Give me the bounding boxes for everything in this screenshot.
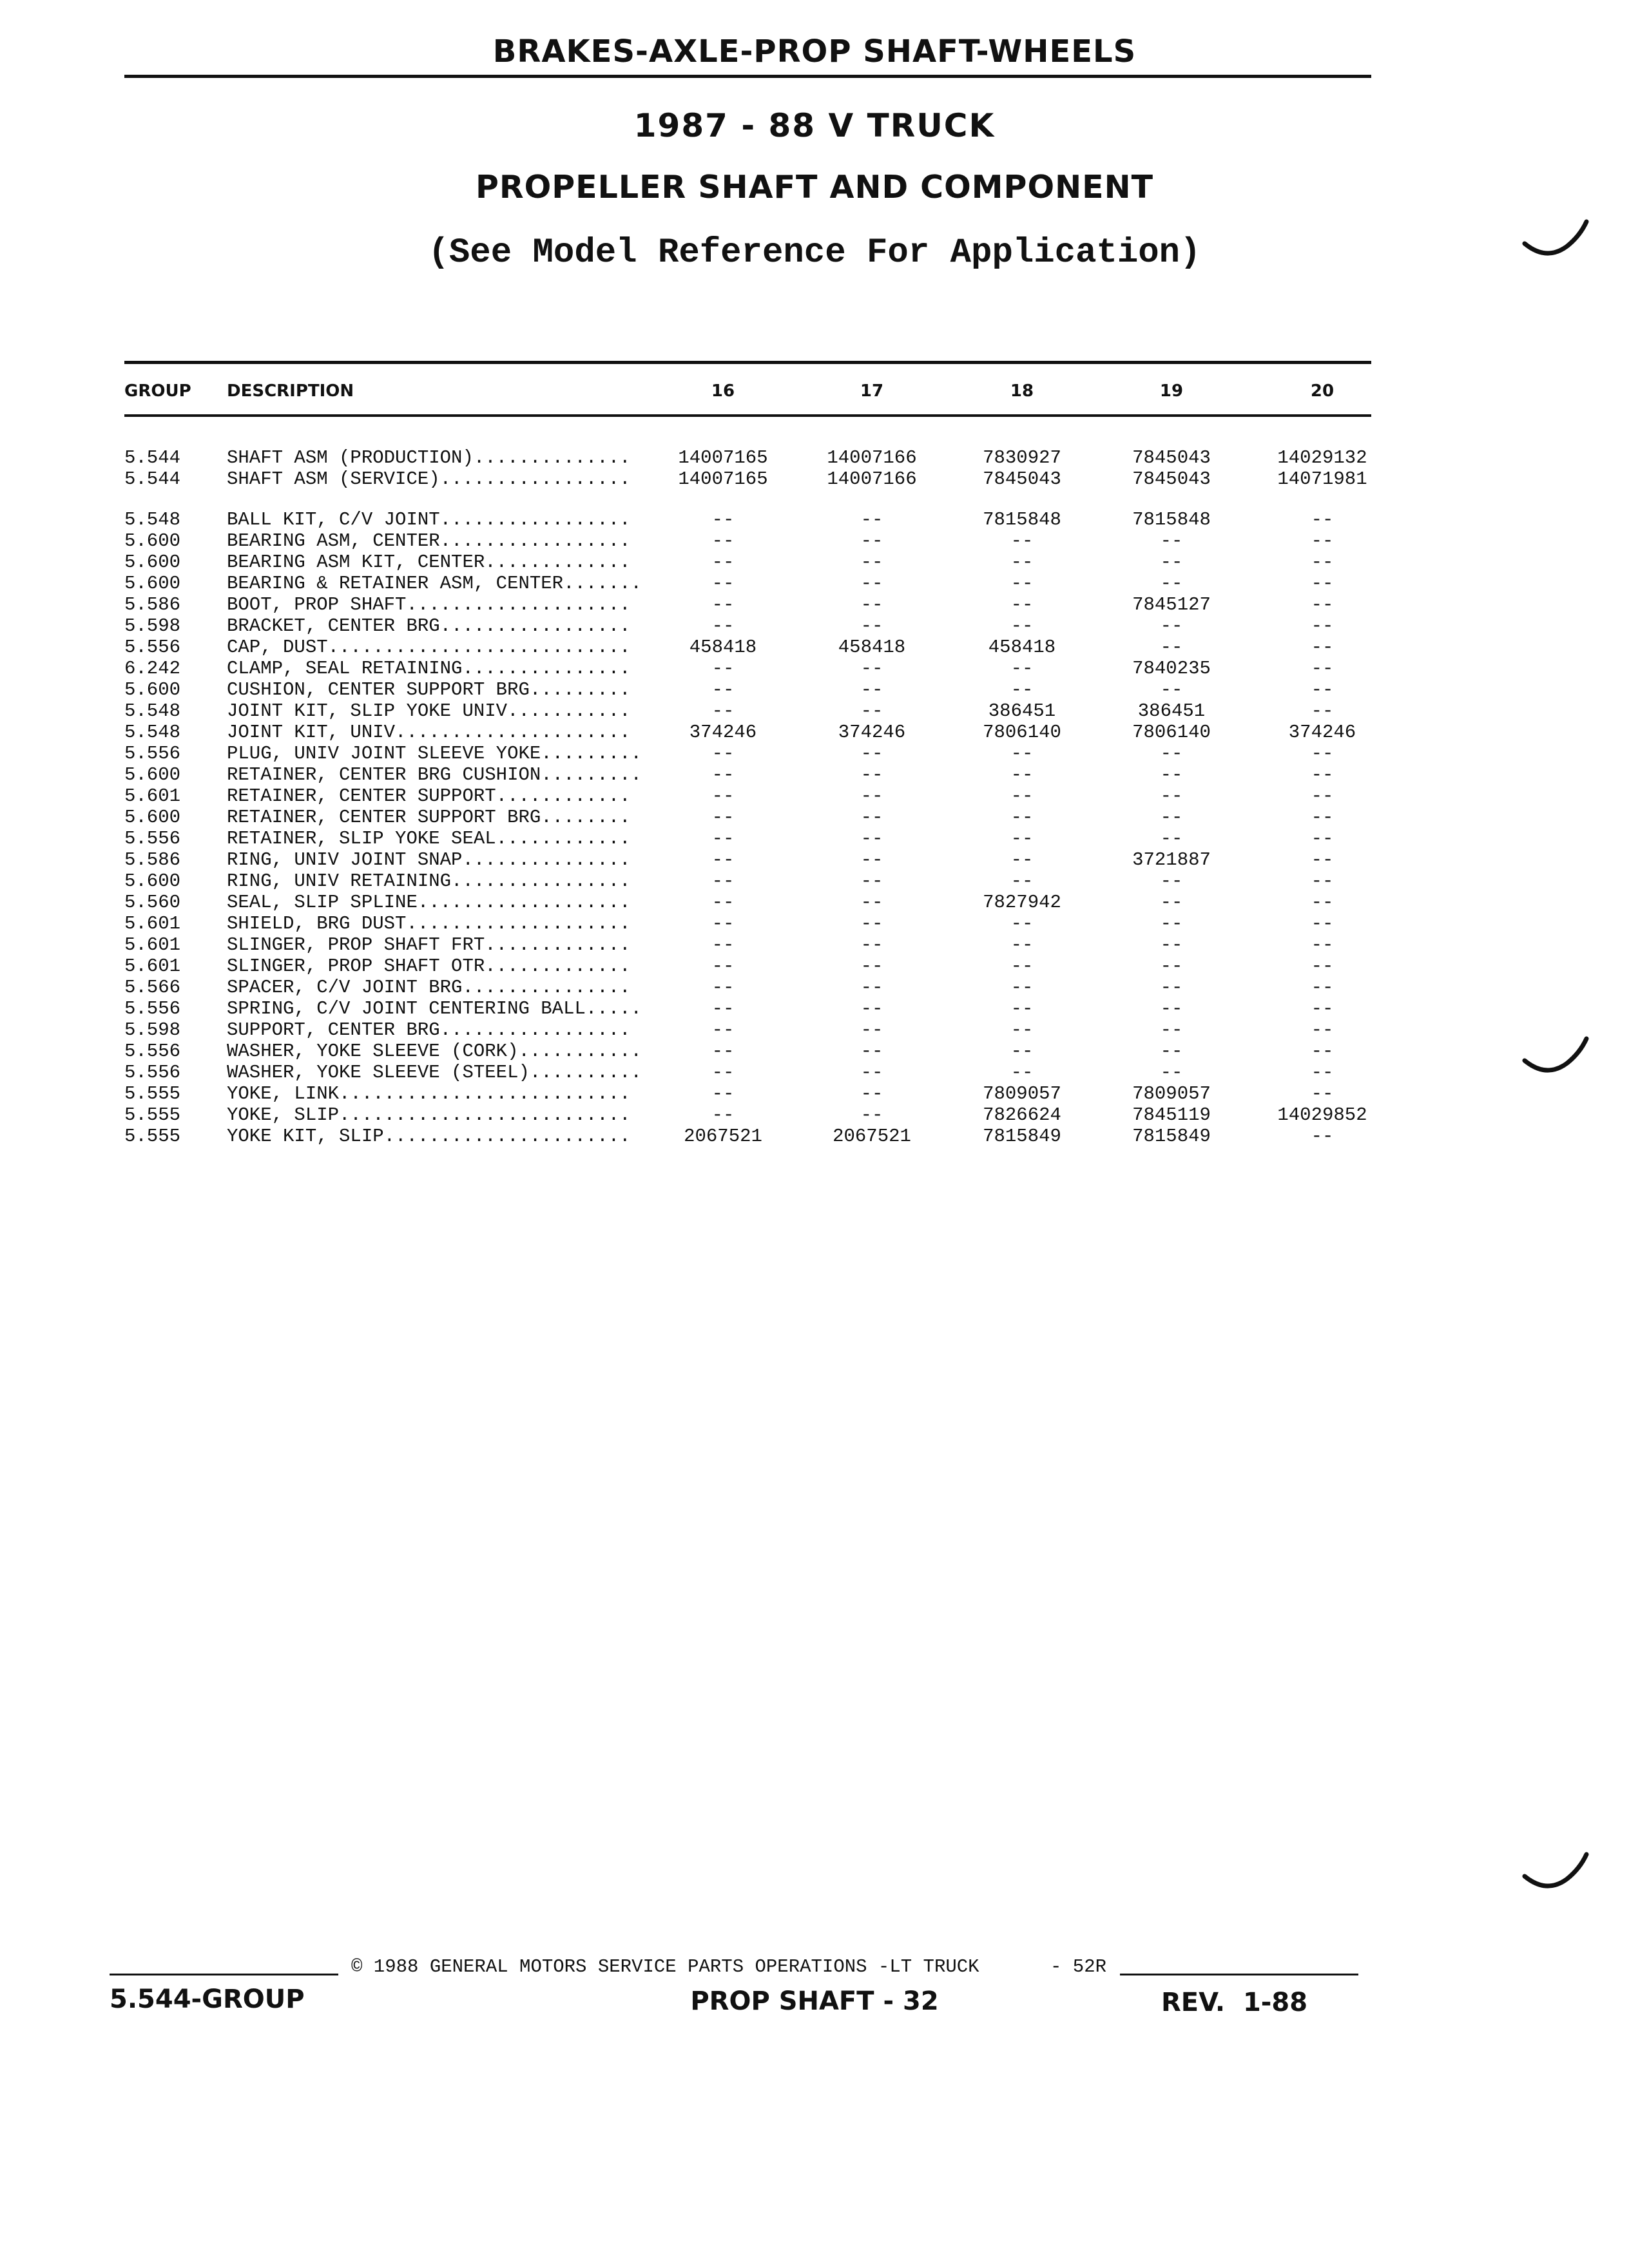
cell-c18: --: [1010, 743, 1034, 764]
column-header-17: 17: [860, 381, 884, 401]
cell-description: WASHER, YOKE SLEEVE (CORK)...........: [227, 1041, 642, 1062]
table-row: [0, 447, 1629, 468]
cell-c18: 7815849: [983, 1126, 1061, 1147]
cell-c16: 458418: [689, 637, 757, 658]
table-row: [0, 1126, 1629, 1147]
cell-c18: --: [1010, 870, 1034, 892]
cell-c16: --: [711, 1083, 735, 1104]
cell-group: 5.548: [124, 722, 181, 743]
model-year-heading: 1987 - 88 V TRUCK: [633, 107, 996, 144]
table-row: [0, 892, 1629, 913]
cell-c19: --: [1160, 828, 1183, 849]
cell-c17: --: [860, 573, 883, 594]
cell-c18: --: [1010, 764, 1034, 785]
cell-description: SPRING, C/V JOINT CENTERING BALL.....: [227, 998, 642, 1019]
cell-c20: --: [1311, 1062, 1334, 1083]
cell-c20: --: [1311, 615, 1334, 637]
cell-description: SEAL, SLIP SPLINE...................: [227, 892, 631, 913]
cell-c20: --: [1311, 1126, 1334, 1147]
cell-description: YOKE KIT, SLIP......................: [227, 1126, 631, 1147]
table-row: [0, 1104, 1629, 1126]
cell-c16: --: [711, 573, 735, 594]
cell-c19: --: [1160, 573, 1183, 594]
cell-c16: --: [711, 977, 735, 998]
cell-c16: --: [711, 807, 735, 828]
header-rule: [124, 75, 1371, 78]
column-header-16: 16: [711, 381, 735, 401]
cell-c16: --: [711, 785, 735, 807]
cell-c19: --: [1160, 1041, 1183, 1062]
cell-group: 5.586: [124, 849, 181, 870]
cell-description: CAP, DUST...........................: [227, 637, 631, 658]
cell-description: SHAFT ASM (PRODUCTION)..............: [227, 447, 631, 468]
table-row: [0, 700, 1629, 722]
cell-c18: --: [1010, 934, 1034, 956]
column-header-18: 18: [1010, 381, 1034, 401]
cell-group: 5.556: [124, 637, 181, 658]
cell-group: 5.598: [124, 615, 181, 637]
cell-c16: --: [711, 892, 735, 913]
cell-c17: --: [860, 998, 883, 1019]
cell-c18: --: [1010, 594, 1034, 615]
cell-group: 5.548: [124, 700, 181, 722]
cell-c19: --: [1160, 530, 1183, 552]
cell-description: BALL KIT, C/V JOINT.................: [227, 509, 631, 530]
table-row: [0, 658, 1629, 679]
check-mark-3: [1521, 1850, 1592, 1896]
cell-c18: --: [1010, 977, 1034, 998]
cell-c18: --: [1010, 956, 1034, 977]
cell-group: 5.556: [124, 828, 181, 849]
cell-c18: --: [1010, 1041, 1034, 1062]
cell-c17: --: [860, 530, 883, 552]
cell-c20: --: [1311, 934, 1334, 956]
cell-c19: --: [1160, 892, 1183, 913]
cell-c17: --: [860, 615, 883, 637]
cell-c19: --: [1160, 743, 1183, 764]
cell-c16: --: [711, 1041, 735, 1062]
cell-c19: 7845127: [1132, 594, 1211, 615]
cell-c19: --: [1160, 998, 1183, 1019]
table-row: [0, 743, 1629, 764]
cell-c19: --: [1160, 870, 1183, 892]
cell-group: 5.560: [124, 892, 181, 913]
cell-c20: --: [1311, 1019, 1334, 1041]
cell-description: SHIELD, BRG DUST....................: [227, 913, 631, 934]
cell-c16: --: [711, 530, 735, 552]
cell-group: 5.598: [124, 1019, 181, 1041]
cell-c17: --: [860, 849, 883, 870]
cell-group: 5.600: [124, 573, 181, 594]
table-row: [0, 509, 1629, 530]
cell-c19: --: [1160, 785, 1183, 807]
cell-description: JOINT KIT, UNIV.....................: [227, 722, 631, 743]
cell-c16: --: [711, 679, 735, 700]
footer-rule-left: [110, 1974, 338, 1975]
cell-c18: --: [1010, 913, 1034, 934]
cell-group: 5.544: [124, 447, 181, 468]
cell-c19: --: [1160, 913, 1183, 934]
cell-c20: --: [1311, 658, 1334, 679]
cell-group: 5.600: [124, 530, 181, 552]
cell-c16: 2067521: [684, 1126, 762, 1147]
cell-c20: --: [1311, 700, 1334, 722]
cell-c17: --: [860, 700, 883, 722]
cell-c18: --: [1010, 785, 1034, 807]
cell-c19: --: [1160, 764, 1183, 785]
page-title: BRAKES-AXLE-PROP SHAFT-WHEELS: [492, 34, 1137, 70]
cell-c20: --: [1311, 637, 1334, 658]
cell-c18: 7815848: [983, 509, 1061, 530]
cell-c19: 7809057: [1132, 1083, 1211, 1104]
cell-group: 5.556: [124, 1041, 181, 1062]
footer-revision: REV. 1-88: [1161, 1988, 1308, 2017]
cell-c20: --: [1311, 849, 1334, 870]
cell-c18: --: [1010, 658, 1034, 679]
cell-c17: 2067521: [833, 1126, 911, 1147]
table-row: [0, 998, 1629, 1019]
cell-c17: --: [860, 956, 883, 977]
table-row: [0, 807, 1629, 828]
cell-group: 5.555: [124, 1083, 181, 1104]
table-row: [0, 468, 1629, 490]
cell-description: RETAINER, CENTER SUPPORT............: [227, 785, 631, 807]
cell-c17: --: [860, 743, 883, 764]
check-mark-2: [1521, 1035, 1592, 1080]
table-row: [0, 1041, 1629, 1062]
cell-description: RING, UNIV JOINT SNAP...............: [227, 849, 631, 870]
cell-c18: 7809057: [983, 1083, 1061, 1104]
cell-c16: --: [711, 552, 735, 573]
cell-description: RETAINER, CENTER BRG CUSHION.........: [227, 764, 642, 785]
cell-description: RETAINER, CENTER SUPPORT BRG........: [227, 807, 631, 828]
cell-c18: --: [1010, 530, 1034, 552]
cell-description: BEARING & RETAINER ASM, CENTER.......: [227, 573, 642, 594]
cell-c17: --: [860, 1041, 883, 1062]
table-row: [0, 615, 1629, 637]
table-row: [0, 530, 1629, 552]
cell-c20: --: [1311, 828, 1334, 849]
cell-c17: --: [860, 892, 883, 913]
cell-c20: --: [1311, 892, 1334, 913]
cell-group: 5.601: [124, 913, 181, 934]
cell-c16: --: [711, 934, 735, 956]
cell-c19: 7806140: [1132, 722, 1211, 743]
cell-c16: --: [711, 1104, 735, 1126]
cell-description: SLINGER, PROP SHAFT OTR.............: [227, 956, 631, 977]
cell-group: 5.600: [124, 764, 181, 785]
cell-c17: --: [860, 1083, 883, 1104]
cell-c19: 3721887: [1132, 849, 1211, 870]
cell-c18: --: [1010, 849, 1034, 870]
cell-description: SHAFT ASM (SERVICE).................: [227, 468, 631, 490]
cell-c17: --: [860, 934, 883, 956]
cell-c20: 374246: [1288, 722, 1356, 743]
cell-c19: 7815849: [1132, 1126, 1211, 1147]
cell-c20: --: [1311, 530, 1334, 552]
cell-c17: --: [860, 785, 883, 807]
cell-c19: --: [1160, 637, 1183, 658]
cell-c20: --: [1311, 977, 1334, 998]
cell-description: SUPPORT, CENTER BRG.................: [227, 1019, 631, 1041]
column-header-description: DESCRIPTION: [227, 381, 354, 401]
table-row: [0, 913, 1629, 934]
cell-c17: --: [860, 509, 883, 530]
cell-group: 5.600: [124, 807, 181, 828]
table-row: [0, 956, 1629, 977]
table-row: [0, 764, 1629, 785]
cell-c19: --: [1160, 1062, 1183, 1083]
cell-c16: --: [711, 743, 735, 764]
cell-c20: 14071981: [1277, 468, 1367, 490]
footer-group-ref: 5.544-GROUP: [110, 1984, 305, 2014]
cell-c20: --: [1311, 807, 1334, 828]
cell-c16: --: [711, 1019, 735, 1041]
cell-c19: 7815848: [1132, 509, 1211, 530]
cell-c20: --: [1311, 870, 1334, 892]
cell-c18: --: [1010, 828, 1034, 849]
cell-c18: 7806140: [983, 722, 1061, 743]
cell-description: RING, UNIV RETAINING................: [227, 870, 631, 892]
cell-c17: 14007166: [827, 447, 917, 468]
cell-c18: 7830927: [983, 447, 1061, 468]
cell-c18: 7845043: [983, 468, 1061, 490]
cell-c16: --: [711, 870, 735, 892]
cell-c19: --: [1160, 977, 1183, 998]
table-row: [0, 849, 1629, 870]
cell-c20: --: [1311, 509, 1334, 530]
cell-group: 5.586: [124, 594, 181, 615]
check-mark-1: [1521, 218, 1592, 263]
column-header-19: 19: [1159, 381, 1184, 401]
cell-c17: --: [860, 1104, 883, 1126]
table-row: [0, 594, 1629, 615]
cell-c17: --: [860, 977, 883, 998]
cell-c18: --: [1010, 552, 1034, 573]
cell-c16: --: [711, 594, 735, 615]
cell-c16: --: [711, 764, 735, 785]
cell-c16: 14007165: [678, 447, 768, 468]
table-row: [0, 870, 1629, 892]
cell-c17: --: [860, 1019, 883, 1041]
cell-group: 5.566: [124, 977, 181, 998]
cell-group: 5.555: [124, 1126, 181, 1147]
cell-c17: 458418: [838, 637, 906, 658]
cell-group: 5.556: [124, 998, 181, 1019]
table-row: [0, 637, 1629, 658]
cell-c20: 14029852: [1277, 1104, 1367, 1126]
cell-group: 5.544: [124, 468, 181, 490]
cell-c16: --: [711, 615, 735, 637]
section-heading: PROPELLER SHAFT AND COMPONENT: [475, 169, 1154, 206]
cell-c19: --: [1160, 1019, 1183, 1041]
cell-description: BEARING ASM, CENTER.................: [227, 530, 631, 552]
column-header-20: 20: [1310, 381, 1335, 401]
cell-description: CUSHION, CENTER SUPPORT BRG.........: [227, 679, 631, 700]
cell-description: CLAMP, SEAL RETAINING...............: [227, 658, 631, 679]
cell-c20: --: [1311, 573, 1334, 594]
cell-description: YOKE, SLIP..........................: [227, 1104, 631, 1126]
table-row: [0, 785, 1629, 807]
cell-description: BOOT, PROP SHAFT....................: [227, 594, 631, 615]
cell-c20: --: [1311, 1041, 1334, 1062]
cell-c18: 7827942: [983, 892, 1061, 913]
table-row: [0, 934, 1629, 956]
table-rule-top: [124, 361, 1371, 364]
cell-c19: 7845043: [1132, 447, 1211, 468]
cell-c20: --: [1311, 913, 1334, 934]
cell-c17: --: [860, 679, 883, 700]
cell-c20: --: [1311, 1083, 1334, 1104]
cell-c19: 7845119: [1132, 1104, 1211, 1126]
cell-c19: --: [1160, 934, 1183, 956]
cell-c20: --: [1311, 743, 1334, 764]
cell-description: PLUG, UNIV JOINT SLEEVE YOKE.........: [227, 743, 642, 764]
cell-group: 5.601: [124, 785, 181, 807]
cell-c16: --: [711, 849, 735, 870]
cell-group: 5.600: [124, 870, 181, 892]
cell-c16: --: [711, 700, 735, 722]
cell-c17: --: [860, 913, 883, 934]
footer-page-code: - 52R: [1050, 1956, 1107, 1977]
table-row: [0, 552, 1629, 573]
cell-c20: --: [1311, 594, 1334, 615]
cell-c20: --: [1311, 998, 1334, 1019]
cell-c20: 14029132: [1277, 447, 1367, 468]
footer-section: PROP SHAFT - 32: [690, 1986, 939, 2016]
cell-c17: --: [860, 1062, 883, 1083]
cell-c17: --: [860, 594, 883, 615]
cell-c19: --: [1160, 615, 1183, 637]
cell-c18: --: [1010, 615, 1034, 637]
cell-c17: 374246: [838, 722, 906, 743]
table-row: [0, 573, 1629, 594]
cell-c17: 14007166: [827, 468, 917, 490]
cell-c18: --: [1010, 573, 1034, 594]
parts-table-body: [0, 447, 1629, 1147]
cell-c20: --: [1311, 785, 1334, 807]
cell-c18: --: [1010, 998, 1034, 1019]
cell-group: 5.548: [124, 509, 181, 530]
cell-c16: 374246: [689, 722, 757, 743]
footer-rule-right: [1120, 1974, 1358, 1975]
cell-c18: --: [1010, 679, 1034, 700]
cell-c18: --: [1010, 1019, 1034, 1041]
cell-description: WASHER, YOKE SLEEVE (STEEL)..........: [227, 1062, 642, 1083]
cell-c19: --: [1160, 807, 1183, 828]
cell-c17: --: [860, 807, 883, 828]
cell-group: 5.600: [124, 552, 181, 573]
cell-description: BEARING ASM KIT, CENTER.............: [227, 552, 631, 573]
application-note: (See Model Reference For Application): [428, 233, 1201, 273]
cell-group: 5.555: [124, 1104, 181, 1126]
cell-group: 5.556: [124, 1062, 181, 1083]
cell-group: 5.600: [124, 679, 181, 700]
cell-c19: --: [1160, 552, 1183, 573]
table-row: [0, 1062, 1629, 1083]
cell-c17: --: [860, 658, 883, 679]
cell-c17: --: [860, 870, 883, 892]
cell-c17: --: [860, 828, 883, 849]
cell-group: 5.601: [124, 956, 181, 977]
table-row: [0, 977, 1629, 998]
cell-c17: --: [860, 552, 883, 573]
cell-c19: --: [1160, 956, 1183, 977]
cell-c18: 458418: [988, 637, 1056, 658]
table-row: [0, 828, 1629, 849]
cell-c16: --: [711, 658, 735, 679]
cell-c19: 7845043: [1132, 468, 1211, 490]
cell-c20: --: [1311, 552, 1334, 573]
cell-c19: 386451: [1137, 700, 1206, 722]
cell-description: YOKE, LINK..........................: [227, 1083, 631, 1104]
table-row: [0, 722, 1629, 743]
cell-group: 6.242: [124, 658, 181, 679]
column-header-group: GROUP: [124, 381, 191, 401]
cell-c19: 7840235: [1132, 658, 1211, 679]
cell-c16: --: [711, 956, 735, 977]
cell-c20: --: [1311, 956, 1334, 977]
table-row: [0, 1083, 1629, 1104]
cell-c16: --: [711, 1062, 735, 1083]
cell-c16: 14007165: [678, 468, 768, 490]
cell-c18: --: [1010, 807, 1034, 828]
table-rule-bottom: [124, 414, 1371, 417]
cell-c18: 7826624: [983, 1104, 1061, 1126]
cell-c18: 386451: [988, 700, 1056, 722]
cell-c16: --: [711, 998, 735, 1019]
cell-group: 5.601: [124, 934, 181, 956]
cell-c20: --: [1311, 764, 1334, 785]
cell-c20: --: [1311, 679, 1334, 700]
cell-description: JOINT KIT, SLIP YOKE UNIV...........: [227, 700, 631, 722]
footer-copyright: © 1988 GENERAL MOTORS SERVICE PARTS OPERATIONS -LT TRUCK: [351, 1956, 979, 1977]
cell-c16: --: [711, 828, 735, 849]
cell-description: SLINGER, PROP SHAFT FRT.............: [227, 934, 631, 956]
row-gap: [0, 490, 1629, 509]
cell-c18: --: [1010, 1062, 1034, 1083]
cell-description: BRACKET, CENTER BRG.................: [227, 615, 631, 637]
cell-description: RETAINER, SLIP YOKE SEAL............: [227, 828, 631, 849]
cell-c16: --: [711, 509, 735, 530]
cell-description: SPACER, C/V JOINT BRG...............: [227, 977, 631, 998]
cell-group: 5.556: [124, 743, 181, 764]
cell-c17: --: [860, 764, 883, 785]
table-row: [0, 679, 1629, 700]
cell-c16: --: [711, 913, 735, 934]
table-row: [0, 1019, 1629, 1041]
cell-c19: --: [1160, 679, 1183, 700]
